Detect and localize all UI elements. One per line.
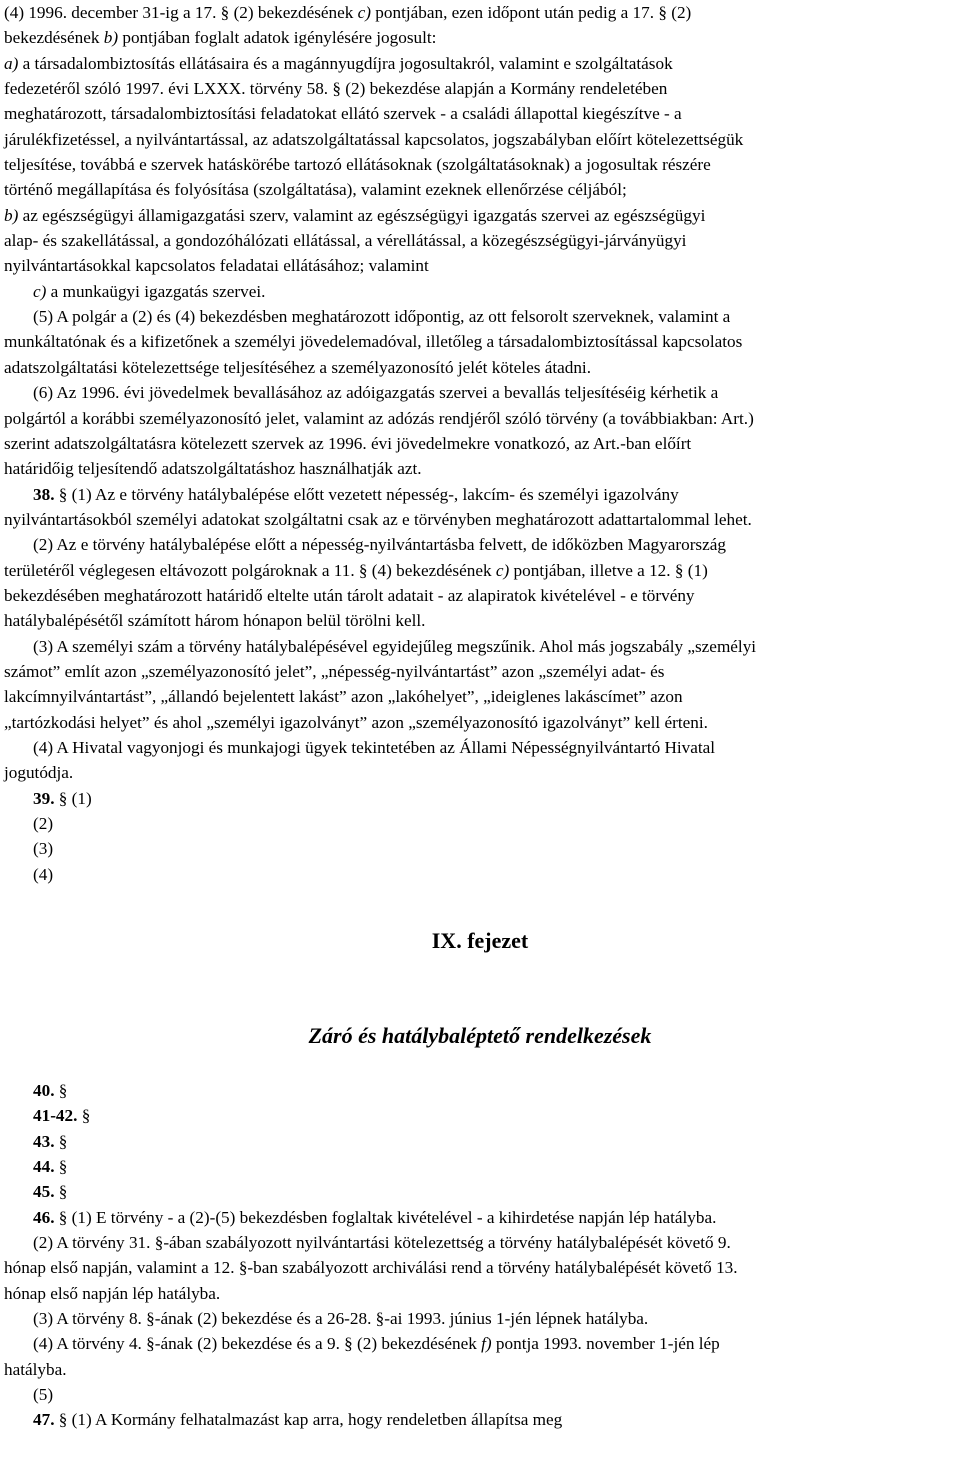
text-line: a) a társadalombiztosítás ellátásaira és a magánnyugdíjra jogosultakról, valamint e szolgáltatások bbox=[4, 53, 673, 73]
text-line: (2) bbox=[33, 814, 54, 833]
text-line: (3) A törvény 8. §-ának (2) bekezdése és a 26-28. §-ai 1993. június 1-jén lépnek hatályba. bbox=[33, 1309, 649, 1329]
section-43: 43. § bbox=[33, 1131, 68, 1151]
text-line: (3) A személyi szám a törvény hatálybalépésével egyidejűleg megszűnik. Ahol más jogszabály „személyi bbox=[33, 636, 757, 656]
text-line: fedezetéről szóló 1997. évi LXXX. törvény 58. § (2) bekezdése alapján a Kormány rendeletében bbox=[4, 79, 668, 99]
section-45: 45. § bbox=[33, 1182, 68, 1202]
text-line: polgártól a korábbi személyazonosító jelet, valamint az adózás rendjéről szóló törvény (a továbbiakban: Art.) bbox=[4, 408, 754, 428]
text-line: c) a munkaügyi igazgatás szervei. bbox=[33, 281, 266, 301]
text-line: (6) Az 1996. évi jövedelmek bevallásához az adóigazgatás szervei a bevallás teljesítéséig kérhetik a bbox=[33, 383, 719, 403]
text-line: (4) 1996. december 31-ig a 17. § (2) bekezdésének c) pontjában, ezen időpont után pedig a 17. § (2) bbox=[4, 3, 692, 22]
body-text-top bbox=[4, 0, 956, 887]
text-line: teljesítése, továbbá e szervek hatáskörébe tartozó ellátásoknak (szolgáltatásoknak) a jogosultak részére bbox=[4, 155, 711, 175]
text-line: (5) bbox=[33, 1385, 54, 1405]
text-line: területéről véglegesen eltávozott polgároknak a 11. § (4) bekezdésének c) pontjában, illetve a 12. § (1) bbox=[4, 560, 708, 580]
text-line: hónap első napján, valamint a 12. §-ban szabályozott archiválási rend a törvény hatálybalépését követő 13. bbox=[4, 1258, 738, 1278]
text-line: hónap első napján lép hatályba. bbox=[4, 1283, 221, 1303]
text-line: (4) A törvény 4. §-ának (2) bekezdése és a 9. § (2) bekezdésének f) pontja 1993. november 1-jén lép bbox=[33, 1334, 720, 1354]
text-line: határidőig teljesítendő adatszolgáltatáshoz használhatják azt. bbox=[4, 459, 422, 479]
text-line: szerint adatszolgáltatásra kötelezett szervek az 1996. évi jövedelmekre vonatkozó, az Art.-ban előírt bbox=[4, 433, 692, 453]
chapter-heading: IX. fejezet bbox=[431, 928, 529, 953]
text-line: (2) A törvény 31. §-ában szabályozott nyilvántartási kötelezettség a törvény hatálybalépését követő 9. bbox=[33, 1233, 731, 1253]
text-line: adatszolgáltatási kötelezettsége teljesítéséhez a személyazonosító jelét köteles átadni. bbox=[4, 357, 591, 377]
text-line: számot” említ azon „személyazonosító jelet”, „népesség-nyilvántartást” azon „személyi adat- és bbox=[4, 661, 665, 681]
text-line: alap- és szakellátással, a gondozóhálózati ellátással, a vérellátással, a közegészségügyi-járványügyi bbox=[4, 231, 687, 251]
text-line: nyilvántartásokból személyi adatokat szolgáltatni csak az e törvényben meghatározott adattartalommal lehet. bbox=[4, 509, 752, 529]
text-line: nyilvántartásokkal kapcsolatos feladatai ellátásához; valamint bbox=[4, 256, 429, 276]
text-line: b) az egészségügyi államigazgatási szerv, valamint az egészségügyi igazgatás szervei az egészségügyi bbox=[4, 205, 706, 225]
text-line: hatályba. bbox=[4, 1359, 67, 1379]
section-44: 44. § bbox=[33, 1157, 68, 1177]
text-line: bekezdésének b) pontjában foglalt adatok igénylésére jogosult: bbox=[4, 28, 437, 48]
text-line: (2) Az e törvény hatálybalépése előtt a népesség-nyilvántartásba felvett, de időközben Magyarország bbox=[33, 535, 726, 555]
text-line: (3) bbox=[33, 839, 54, 859]
section-40: 40. § bbox=[33, 1081, 68, 1100]
text-line: (4) bbox=[33, 864, 54, 884]
section-heading: Záró és hatálybaléptető rendelkezések bbox=[308, 1023, 652, 1048]
body-text-bottom bbox=[4, 1078, 956, 1433]
text-line: történő megállapítása és folyósítása (szolgáltatása), valamint ezeknek ellenőrzése céljából; bbox=[4, 180, 627, 200]
text-line: meghatározott, társadalombiztosítási feladatokat ellátó szervek - a családi állapottal kiegészítve - a bbox=[4, 104, 682, 124]
text-line: „tartózkodási helyet” és ahol „személyi igazolványt” azon „személyazonosító igazolványt” kell érteni. bbox=[4, 712, 708, 732]
text-line: munkáltatónak és a kifizetőnek a személyi jövedelemadóval, illetőleg a társadalombiztosítással kapcsolatos bbox=[4, 332, 743, 352]
text-line: járulékfizetéssel, a nyilvántartással, az adatszolgáltatással kapcsolatos, jogszabályban előírt kötelezettségük bbox=[4, 129, 744, 149]
section-39: 39. § (1) bbox=[33, 788, 92, 808]
section-46: 46. § (1) E törvény - a (2)-(5) bekezdésben foglaltak kivételével - a kihirdetése napján lép hatályba. bbox=[33, 1207, 717, 1227]
text-line: hatálybalépésétől számított három hónapon belül törölni kell. bbox=[4, 611, 426, 631]
text-line: (5) A polgár a (2) és (4) bekezdésben meghatározott időpontig, az ott felsorolt szerveknek, valamint a bbox=[33, 307, 731, 327]
section-47: 47. § (1) A Kormány felhatalmazást kap arra, hogy rendeletben állapítsa meg bbox=[33, 1410, 563, 1430]
text-line: (4) A Hivatal vagyonjogi és munkajogi ügyek tekintetében az Állami Népességnyilvántartó Hivatal bbox=[33, 737, 716, 757]
text-line: lakcímnyilvántartást”, „állandó bejelentett lakást” azon „lakóhelyet”, „ideiglenes lakáscímet” azon bbox=[4, 687, 683, 707]
section-38: 38. § (1) Az e törvény hatálybalépése előtt vezetett népesség-, lakcím- és személyi igazolvány bbox=[33, 484, 679, 504]
text-line: bekezdésében meghatározott határidő eltelte után tárolt adatait - az alapiratok kivételével - e törvény bbox=[4, 585, 695, 605]
text-line: jogutódja. bbox=[4, 763, 74, 783]
section-41-42: 41-42. § bbox=[33, 1106, 91, 1126]
